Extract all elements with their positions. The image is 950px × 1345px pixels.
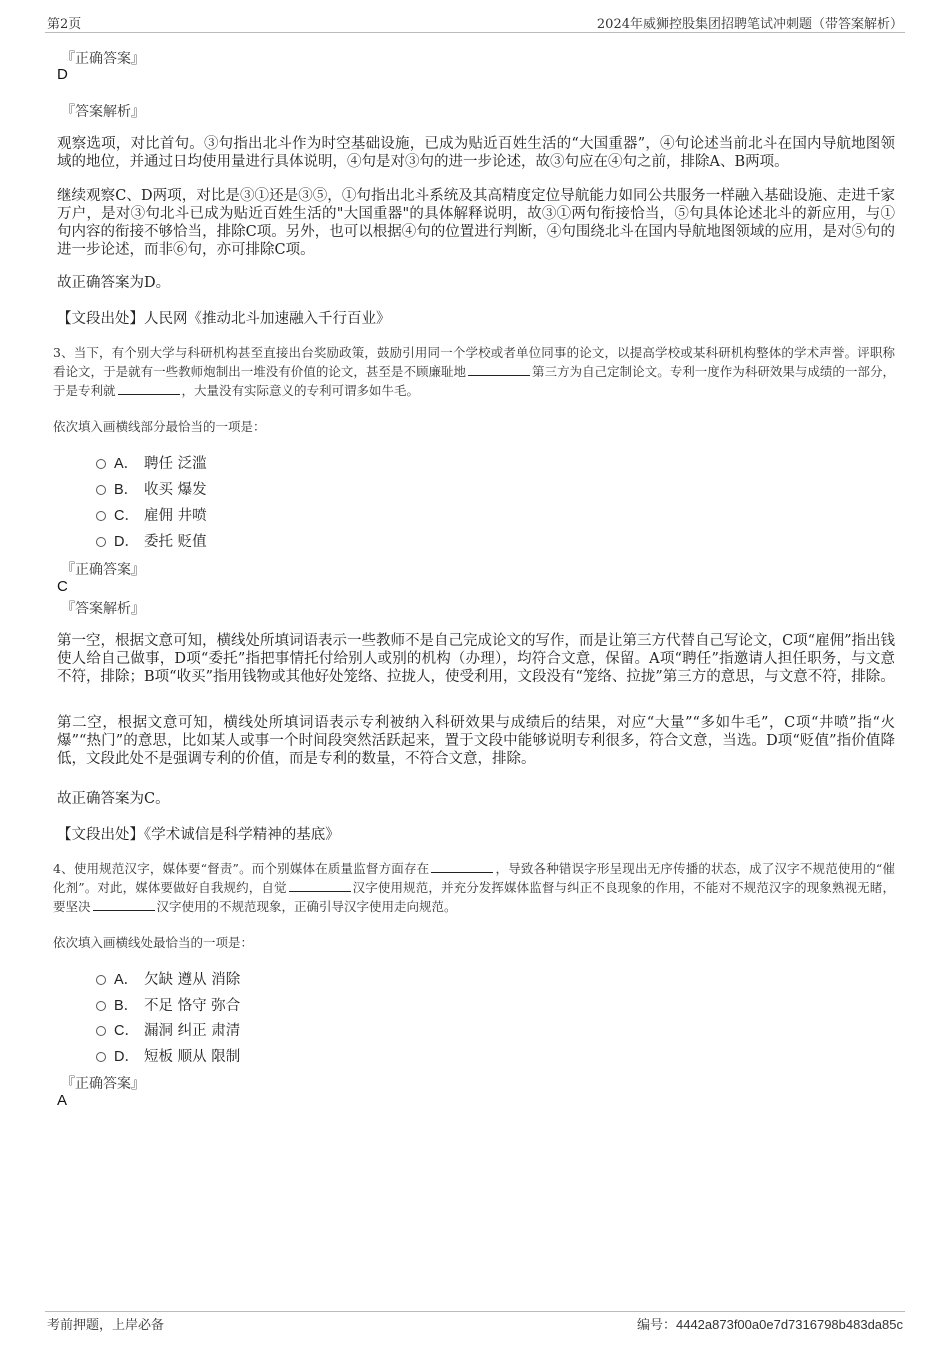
option-b[interactable] — [96, 478, 207, 499]
question-stem — [53, 859, 895, 916]
answer-value: A — [57, 1092, 68, 1109]
document-code — [637, 1314, 903, 1333]
source-citation: 【文段出处】《学术诚信是科学精神的基底》 — [57, 827, 340, 843]
option-text: 雇佣 井喷 — [144, 508, 207, 524]
footer-slogan: 考前押题，上岸必备 — [47, 1318, 165, 1333]
option-letter: A． — [114, 456, 139, 472]
question-stem-text: ，大量没有实际意义的专利可谓多如牛毛。 — [181, 383, 420, 398]
blank-line — [118, 382, 180, 395]
document-title: 2024年威狮控股集团招聘笔试冲刺题（带答案解析） — [596, 17, 903, 32]
option-c[interactable] — [96, 1019, 240, 1040]
option-d[interactable] — [96, 1045, 240, 1066]
option-b[interactable] — [96, 994, 240, 1015]
radio-icon[interactable] — [96, 1026, 106, 1036]
question-stem-text: 4、使用规范汉字，媒体要“督责”。而个别媒体在质量监督方面存在 — [53, 861, 430, 876]
blank-line — [431, 860, 493, 873]
radio-icon[interactable] — [96, 459, 106, 469]
radio-icon[interactable] — [96, 537, 106, 547]
option-text: 漏洞 纠正 肃清 — [144, 1023, 241, 1039]
analysis-paragraph: 第一空，根据文意可知，横线处所填词语表示一些教师不是自己完成论文的写作，而是让第三方代替自己写论文，C项“雇佣”指出钱使人给自己做事，D项“委托”指把事情托付给别人或别的机构（办理），均符合文意，保留。A项“聘任”指邀请人担任职务，与文意不符，排除；B项“收买”指用钱物或其他好处笼络、拉拢人，使受利用，文段没有“笼络、拉拢”第三方的意思，与文意不符，排除。 — [57, 633, 895, 685]
blank-line — [468, 363, 530, 376]
blank-line — [93, 898, 155, 911]
analysis-label: 『答案解析』 — [61, 601, 145, 617]
footer-divider — [45, 1311, 905, 1312]
page-number: 第2页 — [47, 17, 82, 32]
radio-icon[interactable] — [96, 511, 106, 521]
answer-value: D — [57, 66, 68, 83]
question-prompt: 依次填入画横线部分最恰当的一项是： — [53, 419, 266, 434]
blank-line — [289, 879, 351, 892]
analysis-label: 『答案解析』 — [61, 104, 145, 120]
option-letter: B． — [114, 482, 139, 498]
document-code-label: 编号： — [636, 1318, 676, 1333]
option-a[interactable] — [96, 452, 207, 473]
analysis-conclusion: 故正确答案为C。 — [57, 791, 170, 807]
radio-icon[interactable] — [96, 485, 106, 495]
radio-icon[interactable] — [96, 1001, 106, 1011]
option-letter: D． — [114, 534, 139, 550]
header-divider — [45, 32, 905, 33]
answer-label: 『正确答案』 — [61, 1076, 145, 1092]
answer-label: 『正确答案』 — [61, 562, 145, 578]
option-letter: D． — [114, 1049, 139, 1065]
option-letter: B． — [114, 998, 139, 1014]
analysis-paragraph: 第二空，根据文意可知，横线处所填词语表示专利被纳入科研效果与成绩后的结果，对应“大量”“多如牛毛”，C项“井喷”指“火爆”“热门”的意思，比如某人或事一个时间段突然活跃起来，置于文段中能够说明专利很多，符合文意，当选。D项“贬值”指价值降低，文段此处不是强调专利的价值，而是专利的数量，不符合文意，排除。 — [57, 715, 895, 767]
analysis-conclusion: 故正确答案为D。 — [57, 275, 171, 291]
option-text: 聘任 泛滥 — [144, 456, 207, 472]
question-stem-text: 汉字使用的不规范现象，正确引导汉字使用走向规范。 — [156, 899, 457, 914]
option-text: 收买 爆发 — [144, 482, 207, 498]
question-stem-text: 3、当下，有个别大学与科研机构甚至直接出台奖励政策，鼓励引用同一个学校或者单位同事的论文，以提高学校或某科研机构整体的学术声誉。评职称看论文，于是就有一些教师炮制出一堆没有价值的论文，甚至是不顾廉耻地 — [53, 345, 895, 379]
option-a[interactable] — [96, 968, 240, 989]
option-c[interactable] — [96, 504, 207, 525]
source-citation: 【文段出处】人民网《推动北斗加速融入千行百业》 — [57, 311, 391, 327]
question-stem-text: ，导致各种错误字形呈现出无序传播的状态，成了汉字不规范使用的“催化剂”。对此，媒体要做好自我规约，自觉 — [53, 861, 895, 895]
option-text: 欠缺 遵从 消除 — [144, 972, 241, 988]
option-text: 委托 贬值 — [144, 534, 207, 550]
document-code-value: 4442a873f00a0e7d7316798b483da85c — [675, 1317, 903, 1332]
radio-icon[interactable] — [96, 975, 106, 985]
option-letter: C． — [114, 1023, 139, 1039]
question-stem-text: 第三方为自己定制论文。专利一度作为科研效果与成绩的一部分，于是专利就 — [53, 364, 895, 398]
answer-label: 『正确答案』 — [61, 51, 145, 67]
question-stem-text: 汉字使用规范，并充分发挥媒体监督与纠正不良现象的作用，不能对不规范汉字的现象熟视无睹，要坚决 — [53, 880, 895, 914]
analysis-paragraph: 继续观察C、D两项，对比是③①还是③⑤，①句指出北斗系统及其高精度定位导航能力如同公共服务一样融入基础设施、走进千家万户，是对③句北斗已成为贴近百姓生活的"大国重器"的具体解释说明，故③①两句衔接恰当，⑤句具体论述北斗的新应用，与①句内容的衔接不够恰当，排除C项。另外，也可以根据④句的位置进行判断，④句围绕北斗在国内导航地图领域的应用，是对⑤句的进一步论述，而非⑥句，亦可排除C项。 — [57, 188, 895, 258]
question-stem — [53, 343, 895, 400]
option-d[interactable] — [96, 530, 207, 551]
radio-icon[interactable] — [96, 1052, 106, 1062]
question-prompt: 依次填入画横线处最恰当的一项是： — [53, 935, 254, 950]
analysis-paragraph: 观察选项，对比首句。③句指出北斗作为时空基础设施，已成为贴近百姓生活的“大国重器”，④句论述当前北斗在国内导航地图领域的地位，并通过日均使用量进行具体说明，④句是对③句的进一步论述，故③句应在④句之前，排除A、B两项。 — [57, 136, 895, 170]
option-text: 不足 恪守 弥合 — [144, 998, 241, 1014]
answer-value: C — [57, 578, 68, 595]
option-text: 短板 顺从 限制 — [144, 1049, 241, 1065]
option-letter: C． — [114, 508, 139, 524]
option-letter: A． — [114, 972, 139, 988]
